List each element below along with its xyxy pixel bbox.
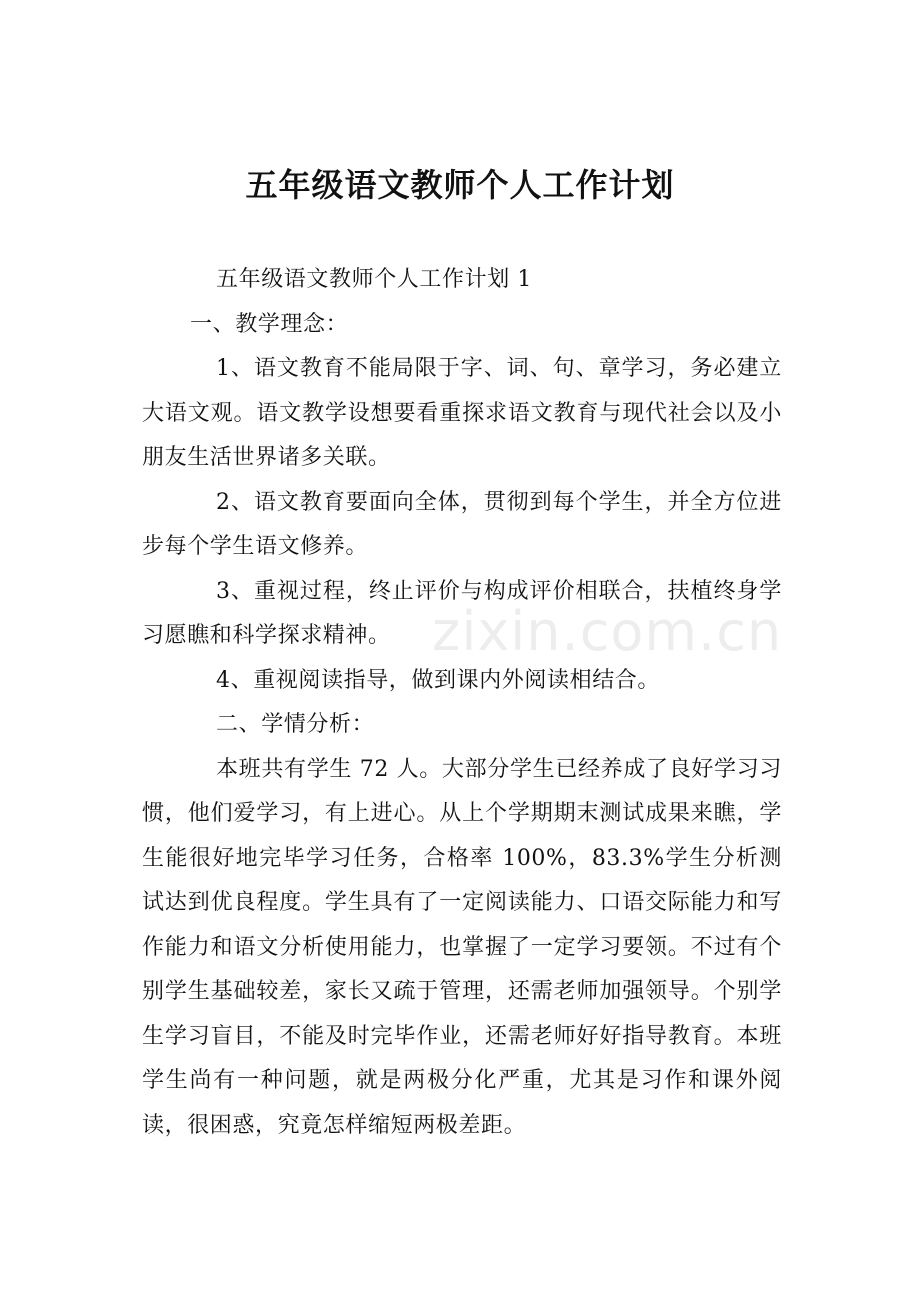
document-body xyxy=(142,258,782,1148)
philosophy-item-2: 2、语文教育要面向全体，贯彻到每个学生，并全方位进步每个学生语文修养。 xyxy=(142,489,782,559)
student-analysis-paragraph: 本班共有学生 72 人。大部分学生已经养成了良好学习习惯，他们爱学习，有上进心。从上个学期期末测试成果来瞧，学生能很好地完毕学习任务，合格率 100%，83.3%学生分析测试达到优良程度。学生具有了一定阅读能力、口语交际能力和写作能力和语文分析使用能力，也掌握了一定学习要领。不过有个别学生基础较差，家长又疏于管理，还需老师加强领导。个别学生学习盲目，不能及时完毕作业，还需老师好好指导教育。本班学生尚有一种问题，就是两极分化严重，尤其是习作和课外阅读，很困惑，究竟怎样缩短两极差距。 xyxy=(142,756,782,1138)
plan-heading: 五年级语文教师个人工作计划 1 xyxy=(216,267,532,292)
watermark: zixin.com.cn xyxy=(432,600,783,663)
philosophy-item-3: 3、重视过程，终止评价与构成评价相联合，扶植终身学习愿瞧和科学探求精神。 xyxy=(142,578,782,648)
section-heading-student-analysis: 二、学情分析： xyxy=(216,712,375,737)
philosophy-item-4: 4、重视阅读指导，做到课内外阅读相结合。 xyxy=(216,667,660,693)
section-heading-teaching-philosophy: 一、教学理念： xyxy=(190,311,349,337)
document-title: 五年级语文教师个人工作计划 xyxy=(245,166,675,204)
philosophy-item-1: 1、语文教育不能局限于字、词、句、章学习，务必建立大语文观。语文教学设想要看重探求语文教育与现代社会以及小朋友生活世界诸多关联。 xyxy=(142,356,782,470)
